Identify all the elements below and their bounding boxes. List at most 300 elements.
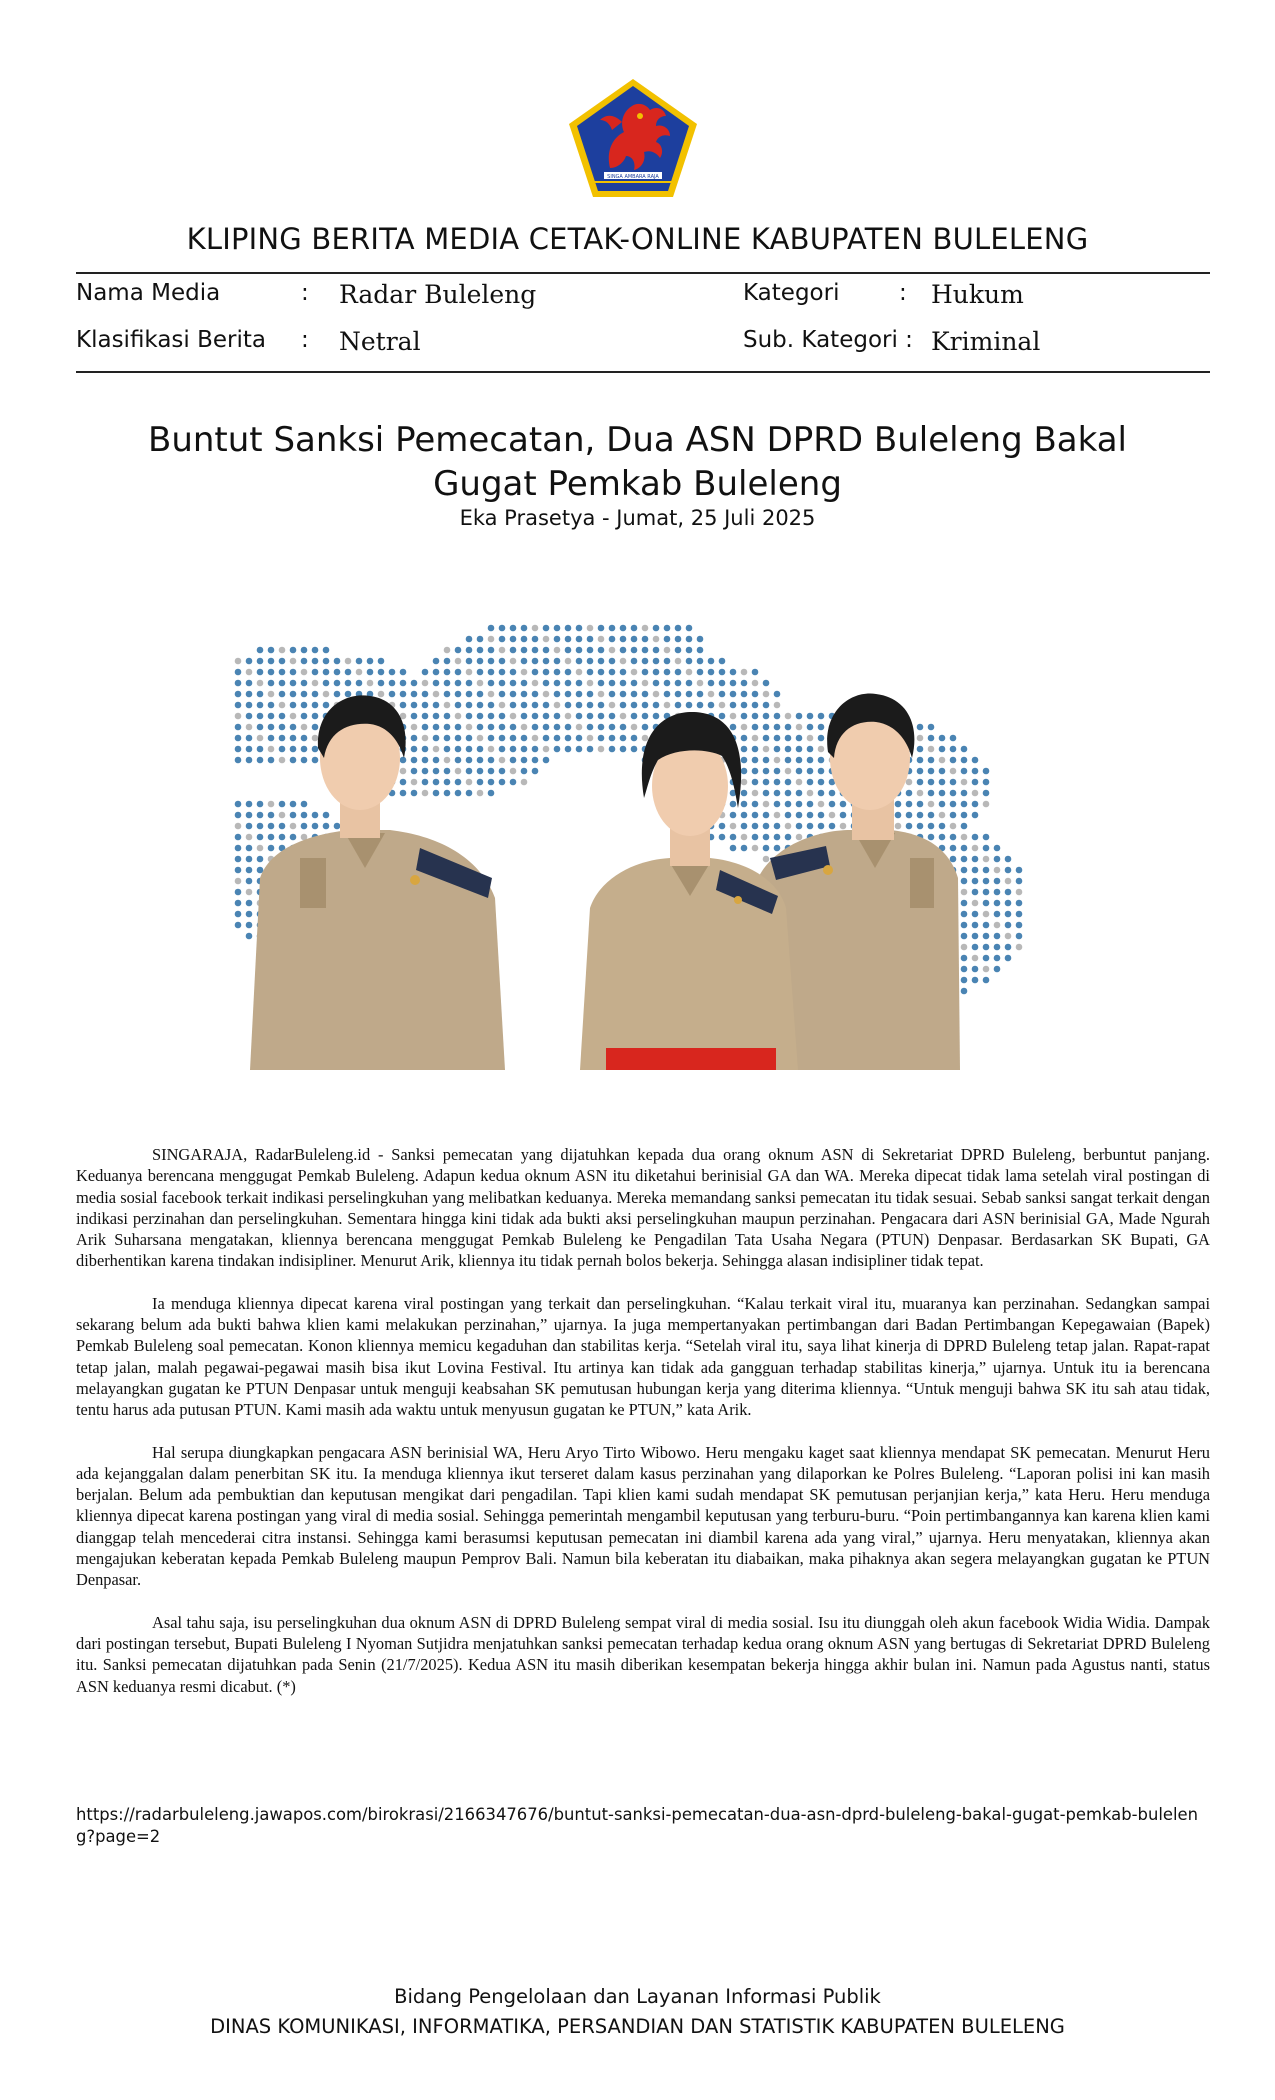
map-dot: [422, 669, 429, 676]
map-dot: [257, 647, 264, 654]
map-dot: [510, 779, 517, 786]
map-dot: [301, 713, 308, 720]
map-dot: [279, 658, 286, 665]
map-dot: [785, 801, 792, 808]
map-dot: [796, 779, 803, 786]
map-dot: [521, 658, 528, 665]
map-dot: [807, 746, 814, 753]
map-dot: [994, 900, 1001, 907]
map-dot: [774, 713, 781, 720]
map-dot: [994, 867, 1001, 874]
map-dot: [598, 625, 605, 632]
map-dot: [488, 691, 495, 698]
map-dot: [235, 823, 242, 830]
map-dot: [598, 713, 605, 720]
map-dot: [697, 669, 704, 676]
map-dot: [411, 691, 418, 698]
map-dot: [950, 779, 957, 786]
map-dot: [730, 702, 737, 709]
map-dot: [631, 724, 638, 731]
map-dot: [400, 768, 407, 775]
map-dot: [323, 823, 330, 830]
map-dot: [961, 900, 968, 907]
map-dot: [774, 834, 781, 841]
map-dot: [257, 845, 264, 852]
map-dot: [488, 625, 495, 632]
map-dot: [598, 669, 605, 676]
map-dot: [796, 834, 803, 841]
map-dot: [917, 779, 924, 786]
map-dot: [576, 702, 583, 709]
map-dot: [246, 735, 253, 742]
map-dot: [466, 790, 473, 797]
article-title-line-2: Gugat Pemkab Buleleng: [433, 464, 842, 504]
map-dot: [983, 779, 990, 786]
map-dot: [961, 867, 968, 874]
map-dot: [279, 713, 286, 720]
map-dot: [532, 757, 539, 764]
map-dot: [422, 779, 429, 786]
map-dot: [235, 801, 242, 808]
map-dot: [334, 680, 341, 687]
map-dot: [433, 724, 440, 731]
map-dot: [939, 746, 946, 753]
map-dot: [752, 823, 759, 830]
article-body: [76, 1144, 1210, 1718]
map-dot: [455, 713, 462, 720]
map-dot: [510, 724, 517, 731]
map-dot: [752, 812, 759, 819]
map-dot: [444, 680, 451, 687]
map-dot: [246, 856, 253, 863]
map-dot: [785, 823, 792, 830]
map-dot: [741, 801, 748, 808]
map-dot: [829, 801, 836, 808]
map-dot: [950, 845, 957, 852]
map-dot: [565, 647, 572, 654]
map-dot: [444, 647, 451, 654]
map-dot: [598, 680, 605, 687]
map-dot: [235, 812, 242, 819]
map-dot: [1005, 933, 1012, 940]
map-dot: [565, 746, 572, 753]
map-dot: [741, 669, 748, 676]
map-dot: [499, 680, 506, 687]
map-dot: [785, 724, 792, 731]
map-dot: [697, 691, 704, 698]
map-dot: [356, 658, 363, 665]
map-dot: [565, 680, 572, 687]
map-dot: [983, 944, 990, 951]
map-dot: [466, 691, 473, 698]
map-dot: [675, 680, 682, 687]
map-dot: [697, 702, 704, 709]
map-dot: [312, 702, 319, 709]
map-dot: [961, 757, 968, 764]
map-dot: [312, 669, 319, 676]
map-dot: [235, 669, 242, 676]
map-dot: [620, 735, 627, 742]
map-dot: [488, 779, 495, 786]
map-dot: [686, 680, 693, 687]
kategori-label: Kategori: [743, 280, 840, 306]
map-dot: [983, 834, 990, 841]
map-dot: [763, 735, 770, 742]
map-dot: [268, 691, 275, 698]
map-dot: [994, 911, 1001, 918]
map-dot: [455, 724, 462, 731]
map-dot: [631, 713, 638, 720]
map-dot: [741, 779, 748, 786]
map-dot: [510, 669, 517, 676]
article-title-line-1: Buntut Sanksi Pemecatan, Dua ASN DPRD Buleleng Bakal: [148, 420, 1127, 460]
map-dot: [246, 658, 253, 665]
map-dot: [411, 702, 418, 709]
map-dot: [257, 867, 264, 874]
map-dot: [235, 889, 242, 896]
map-dot: [961, 977, 968, 984]
map-dot: [246, 801, 253, 808]
map-dot: [950, 801, 957, 808]
map-dot: [972, 966, 979, 973]
map-dot: [433, 658, 440, 665]
map-dot: [268, 845, 275, 852]
map-dot: [312, 713, 319, 720]
map-dot: [554, 647, 561, 654]
map-dot: [818, 790, 825, 797]
map-dot: [730, 812, 737, 819]
map-dot: [301, 680, 308, 687]
map-dot: [939, 757, 946, 764]
map-dot: [257, 724, 264, 731]
map-dot: [730, 713, 737, 720]
map-dot: [499, 746, 506, 753]
map-dot: [664, 702, 671, 709]
map-dot: [444, 735, 451, 742]
map-dot: [620, 713, 627, 720]
map-dot: [1005, 922, 1012, 929]
map-dot: [840, 801, 847, 808]
map-dot: [994, 933, 1001, 940]
buleleng-regency-logo: [566, 76, 700, 200]
map-dot: [961, 889, 968, 896]
map-dot: [1005, 911, 1012, 918]
map-dot: [796, 812, 803, 819]
article-source-url: https://radarbuleleng.jawapos.com/birokrasi/2166347676/buntut-sanksi-pemecatan-dua-asn-dprd-buleleng-bakal-gugat-pemkab-buleleng?page=2: [76, 1805, 1198, 1846]
map-dot: [763, 691, 770, 698]
map-dot: [609, 658, 616, 665]
map-dot: [466, 735, 473, 742]
map-dot: [257, 680, 264, 687]
map-dot: [279, 757, 286, 764]
map-dot: [279, 680, 286, 687]
map-dot: [554, 691, 561, 698]
map-dot: [774, 735, 781, 742]
map-dot: [565, 658, 572, 665]
map-dot: [444, 790, 451, 797]
map-dot: [719, 702, 726, 709]
map-dot: [587, 735, 594, 742]
map-dot: [719, 669, 726, 676]
map-dot: [818, 823, 825, 830]
map-dot: [411, 680, 418, 687]
map-dot: [290, 834, 297, 841]
map-dot: [279, 746, 286, 753]
map-dot: [345, 669, 352, 676]
map-dot: [983, 845, 990, 852]
map-dot: [543, 691, 550, 698]
map-dot: [609, 724, 616, 731]
map-dot: [730, 834, 737, 841]
map-dot: [466, 658, 473, 665]
map-dot: [961, 768, 968, 775]
map-dot: [268, 834, 275, 841]
map-dot: [499, 669, 506, 676]
map-dot: [290, 724, 297, 731]
map-dot: [301, 702, 308, 709]
map-dot: [598, 647, 605, 654]
map-dot: [466, 713, 473, 720]
map-dot: [400, 757, 407, 764]
article-paragraph-3: Hal serupa diungkapkan pengacara ASN berinisial WA, Heru Aryo Tirto Wibowo. Heru mengaku kaget saat kliennya mendapat SK pemecatan. Menurut Heru ada kejanggalan dalam penerbitan SK itu. Ia menduga kliennya ikut terseret dalam kasus perzinahan yang dilaporkan ke Polres Buleleng. “Laporan polisi ini kan masih berjalan. Belum ada pembuktian dan keputusan mengikat dari pengadilan. Tapi klien kami sudah mendapat SK pemutusan perjanjian kerja,” kata Heru. Heru menduga kliennya dipecat karena postingan yang viral di media sosial. Sehingga pemerintah mengambil keputusan yang terburu-buru. “Poin pertimbangannya kan karena klien kami dianggap telah mencederai citra instansi. Sehingga kami berasumsi keputusan pemecatan ini diambil karena ada yang viral,” ujarnya. Heru menyatakan, kliennya akan mengajukan keberatan kepada Pemkab Buleleng maupun Pemprov Bali. Namun bila keberatan itu diabaikan, maka pihaknya akan segera melayangkan gugatan ke PTUN Denpasar.: [76, 1442, 1210, 1590]
map-dot: [521, 757, 528, 764]
map-dot: [367, 669, 374, 676]
map-dot: [719, 834, 726, 841]
map-dot: [972, 889, 979, 896]
map-dot: [972, 790, 979, 797]
map-dot: [554, 625, 561, 632]
map-dot: [807, 779, 814, 786]
map-dot: [477, 669, 484, 676]
map-dot: [950, 823, 957, 830]
map-dot: [565, 636, 572, 643]
map-dot: [598, 658, 605, 665]
clipping-metadata: [76, 277, 1210, 367]
map-dot: [917, 768, 924, 775]
map-dot: [598, 702, 605, 709]
map-dot: [455, 790, 462, 797]
map-dot: [455, 746, 462, 753]
map-dot: [246, 724, 253, 731]
map-dot: [983, 768, 990, 775]
subkategori-value: Kriminal: [931, 327, 1041, 356]
map-dot: [433, 702, 440, 709]
map-dot: [1005, 856, 1012, 863]
map-dot: [741, 834, 748, 841]
map-dot: [433, 768, 440, 775]
map-dot: [972, 834, 979, 841]
map-dot: [983, 801, 990, 808]
map-dot: [763, 834, 770, 841]
map-dot: [246, 933, 253, 940]
map-dot: [961, 911, 968, 918]
map-dot: [1005, 900, 1012, 907]
map-dot: [620, 636, 627, 643]
map-dot: [598, 735, 605, 742]
map-dot: [763, 812, 770, 819]
map-dot: [818, 724, 825, 731]
map-dot: [290, 812, 297, 819]
map-dot: [609, 669, 616, 676]
map-dot: [785, 812, 792, 819]
map-dot: [719, 823, 726, 830]
klasifikasi-label: Klasifikasi Berita: [76, 327, 267, 353]
map-dot: [268, 746, 275, 753]
map-dot: [796, 724, 803, 731]
map-dot: [741, 768, 748, 775]
map-dot: [521, 636, 528, 643]
map-dot: [532, 724, 539, 731]
map-dot: [653, 636, 660, 643]
map-dot: [576, 713, 583, 720]
map-dot: [565, 702, 572, 709]
map-dot: [653, 680, 660, 687]
map-dot: [972, 977, 979, 984]
map-dot: [235, 856, 242, 863]
map-dot: [774, 790, 781, 797]
map-dot: [972, 933, 979, 940]
map-dot: [532, 713, 539, 720]
map-dot: [609, 713, 616, 720]
map-dot: [554, 636, 561, 643]
map-dot: [1016, 900, 1023, 907]
map-dot: [972, 922, 979, 929]
map-dot: [378, 691, 385, 698]
map-dot: [235, 911, 242, 918]
map-dot: [983, 900, 990, 907]
map-dot: [972, 911, 979, 918]
map-dot: [400, 702, 407, 709]
map-dot: [532, 658, 539, 665]
map-dot: [642, 724, 649, 731]
map-dot: [576, 625, 583, 632]
map-dot: [466, 757, 473, 764]
map-dot: [488, 669, 495, 676]
map-dot: [279, 669, 286, 676]
map-dot: [675, 691, 682, 698]
map-dot: [246, 713, 253, 720]
map-dot: [752, 845, 759, 852]
article-byline: Eka Prasetya - Jumat, 25 Juli 2025: [459, 506, 816, 530]
map-dot: [664, 636, 671, 643]
map-dot: [1016, 911, 1023, 918]
map-dot: [763, 757, 770, 764]
map-dot: [334, 823, 341, 830]
map-dot: [763, 779, 770, 786]
map-dot: [444, 779, 451, 786]
map-dot: [983, 966, 990, 973]
map-dot: [664, 691, 671, 698]
map-dot: [939, 735, 946, 742]
map-dot: [609, 647, 616, 654]
map-dot: [972, 812, 979, 819]
map-dot: [818, 757, 825, 764]
map-dot: [510, 691, 517, 698]
map-dot: [345, 691, 352, 698]
map-dot: [499, 702, 506, 709]
map-dot: [477, 768, 484, 775]
map-dot: [422, 724, 429, 731]
map-dot: [301, 801, 308, 808]
map-dot: [532, 768, 539, 775]
map-dot: [389, 680, 396, 687]
map-dot: [576, 680, 583, 687]
map-dot: [521, 779, 528, 786]
map-dot: [488, 713, 495, 720]
map-dot: [554, 669, 561, 676]
map-dot: [587, 713, 594, 720]
map-dot: [653, 647, 660, 654]
map-dot: [752, 702, 759, 709]
map-dot: [521, 713, 528, 720]
map-dot: [961, 746, 968, 753]
map-dot: [455, 757, 462, 764]
map-dot: [301, 669, 308, 676]
map-dot: [246, 900, 253, 907]
media-label: Nama Media: [76, 280, 221, 306]
map-dot: [653, 691, 660, 698]
map-dot: [983, 977, 990, 984]
map-dot: [752, 779, 759, 786]
footer-agency-name: DINAS KOMUNIKASI, INFORMATIKA, PERSANDIAN DAN STATISTIK KABUPATEN BULELENG: [210, 2015, 1065, 2038]
map-dot: [840, 823, 847, 830]
map-dot: [290, 658, 297, 665]
map-dot: [521, 768, 528, 775]
map-dot: [279, 735, 286, 742]
map-dot: [543, 625, 550, 632]
map-dot: [620, 746, 627, 753]
map-dot: [642, 680, 649, 687]
map-dot: [587, 647, 594, 654]
map-dot: [939, 823, 946, 830]
map-dot: [807, 768, 814, 775]
map-dot: [796, 768, 803, 775]
map-dot: [631, 746, 638, 753]
map-dot: [466, 647, 473, 654]
map-dot: [400, 669, 407, 676]
map-dot: [642, 669, 649, 676]
map-dot: [268, 713, 275, 720]
map-dot: [1005, 944, 1012, 951]
map-dot: [543, 746, 550, 753]
logo-motto: SINGA AMBARA RAJA: [607, 174, 659, 180]
map-dot: [697, 647, 704, 654]
map-dot: [686, 691, 693, 698]
map-dot: [587, 636, 594, 643]
map-dot: [235, 713, 242, 720]
article-illustration: [230, 608, 1056, 1070]
map-dot: [268, 812, 275, 819]
map-dot: [697, 636, 704, 643]
map-dot: [675, 625, 682, 632]
map-dot: [532, 625, 539, 632]
map-dot: [972, 900, 979, 907]
map-dot: [543, 713, 550, 720]
map-dot: [455, 779, 462, 786]
map-dot: [807, 735, 814, 742]
map-dot: [642, 658, 649, 665]
map-dot: [1005, 878, 1012, 885]
map-dot: [521, 691, 528, 698]
map-dot: [675, 647, 682, 654]
map-dot: [477, 746, 484, 753]
map-dot: [1005, 889, 1012, 896]
map-dot: [950, 768, 957, 775]
map-dot: [499, 691, 506, 698]
map-dot: [741, 680, 748, 687]
map-dot: [950, 856, 957, 863]
map-dot: [587, 625, 594, 632]
